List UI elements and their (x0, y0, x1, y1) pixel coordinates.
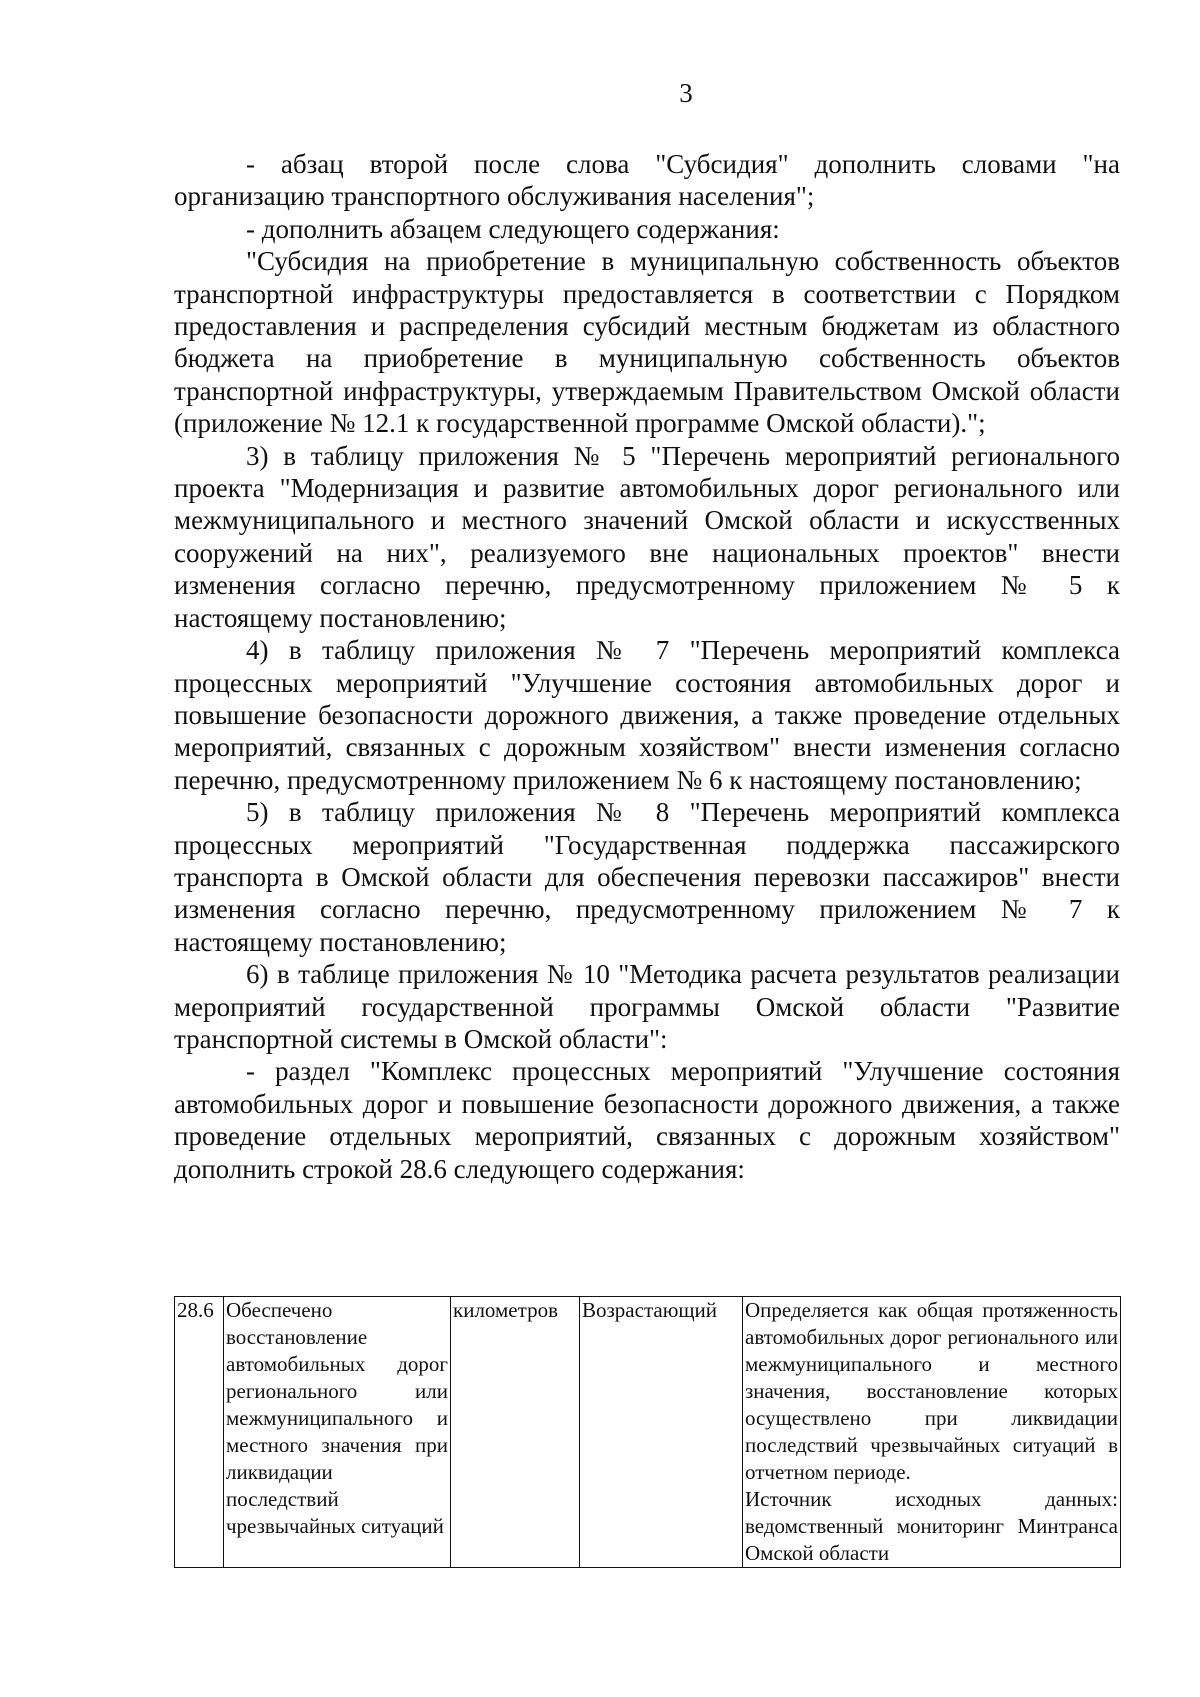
source-text: Источник исходных данных: ведомственный мониторинг Минтранса Омской области (745, 1487, 1118, 1565)
table-row (175, 1297, 1121, 1568)
unit-cell: километров (451, 1297, 580, 1568)
paragraph-1: - абзац второй после слова "Субсидия" дополнить словами "на организацию транспортного обслуживания населения"; (174, 149, 1120, 212)
paragraph-2: - дополнить абзацем следующего содержания: (246, 213, 780, 244)
paragraph-6: 5) в таблицу приложения № 8 "Перечень мероприятий комплекса процессных мероприятий "Государственная поддержка пассажирского транспорта в Омской области для обеспечения перевозки пассажиров" внести изменения согласно перечню, предусмотренному приложением № 7 к настоящему постановлению; (174, 797, 1120, 957)
paragraph-7: 6) в таблице приложения № 10 "Методика расчета результатов реализации мероприятий государственной программы Омской области "Развитие транспортной системы в Омской области": (174, 959, 1120, 1054)
row-number-cell: 28.6 (175, 1297, 224, 1568)
method-cell (743, 1297, 1121, 1568)
trend-cell: Возрастающий (580, 1297, 743, 1568)
paragraph-3: "Субсидия на приобретение в муниципальную собственность объектов транспортной инфраструктуры предоставляется в соответствии с Порядком предоставления и распределения субсидий местным бюджетам из областного бюджета на приобретение в муниципальную собственность объектов транспортной инфраструктуры, утверждаемым Правительством Омской области (приложение № 12.1 к государственной программе Омской области)."; (174, 246, 1120, 439)
paragraph-8: - раздел "Комплекс процессных мероприятий "Улучшение состояния автомобильных дорог и повышение безопасности дорожного движения, а также проведение отдельных мероприятий, связанных с дорожным хозяйством" дополнить строкой 28.6 следующего содержания: (174, 1056, 1120, 1184)
paragraph-5: 4) в таблицу приложения № 7 "Перечень мероприятий комплекса процессных мероприятий "Улучшение состояния автомобильных дорог и повышение безопасности дорожного движения, а также проведение отдельных мероприятий, связанных с дорожным хозяйством" внести изменения согласно перечню, предусмотренному приложением № 6 к настоящему постановлению; (174, 635, 1120, 795)
method-text: Определяется как общая протяженность автомобильных дорог регионального или межмуниципального и местного значения, восстановление которых осуществлено при ликвидации последствий чрезвычайных ситуаций в отчетном периоде. (745, 1298, 1118, 1484)
result-name-cell: Обеспечено восстановление автомобильных дорог регионального или межмуниципального и местного значения при ликвидации последствий чрезвычайных ситуаций (224, 1297, 451, 1568)
document-body (174, 148, 1120, 1185)
row-28-6-table (174, 1296, 1121, 1568)
page-number: 3 (679, 78, 693, 108)
paragraph-4: 3) в таблицу приложения № 5 "Перечень мероприятий регионального проекта "Модернизация и развитие автомобильных дорог регионального или межмуниципального и местного значений Омской области и искусственных сооружений на них", реализуемого вне национальных проектов" внести изменения согласно перечню, предусмотренному приложением № 5 к настоящему постановлению; (174, 440, 1120, 633)
